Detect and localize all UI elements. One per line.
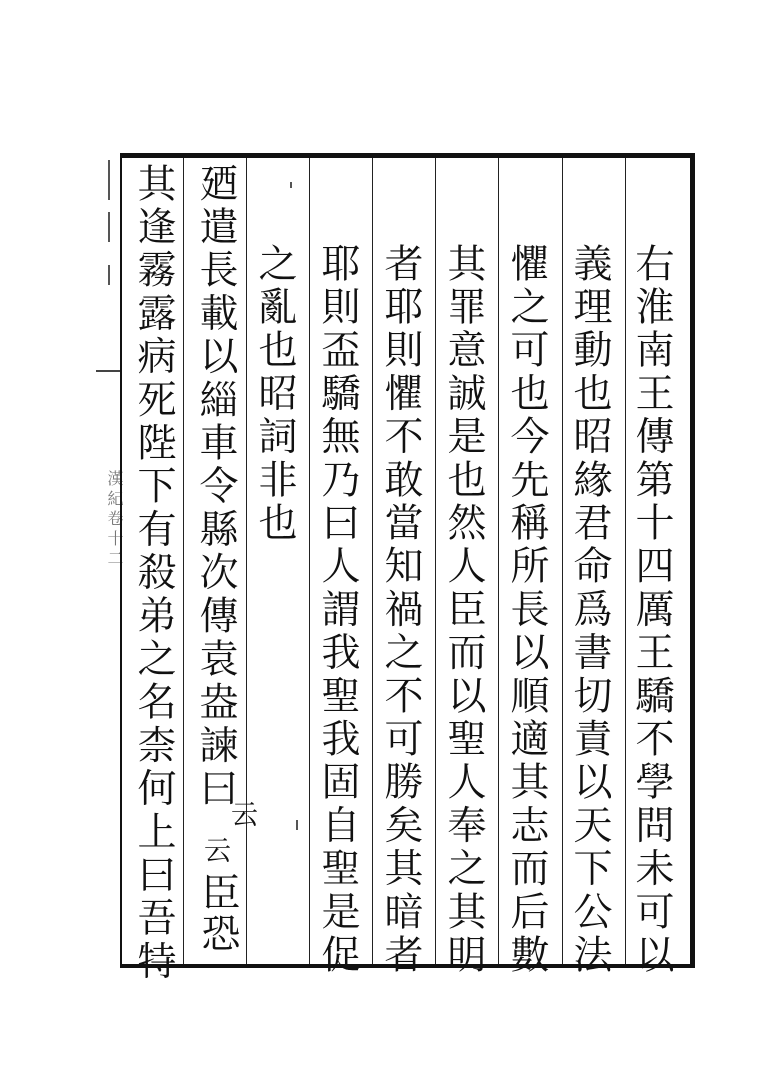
column-rule [183, 158, 184, 964]
annotation-chen-kong: 臣恐 [195, 872, 240, 954]
column-rule [435, 158, 436, 964]
text-column-4: 其罪意誠是也然人臣而以聖人奉之其明 [441, 243, 486, 978]
column-rule [372, 158, 373, 964]
text-column-6: 耶則盃驕無乃曰人謂我聖我固自聖是促 [315, 243, 360, 978]
fold-fishtail-mark [108, 265, 110, 285]
fold-marker-line [96, 370, 120, 372]
print-speck [296, 820, 298, 830]
annotation-yun-bottom: 云 [199, 836, 230, 863]
print-speck [290, 182, 292, 188]
text-column-9: 其逢霧露病死陛下有殺弟之名柰何上曰吾特 [131, 163, 176, 984]
column-rule [309, 158, 310, 964]
column-rule [625, 158, 626, 964]
fold-fishtail-mark [108, 212, 110, 242]
column-rule [498, 158, 499, 964]
text-column-3: 懼之可也今先稱所長以順適其志而后數 [504, 243, 549, 978]
text-column-2: 義理動也昭緣君命爲書切責以天下公法 [567, 243, 612, 978]
text-column-5: 者耶則懼不敢當知禍之不可勝矣其暗者 [378, 243, 423, 978]
text-column-1: 右淮南王傳第十四厲王驕不學問未可以 [629, 243, 674, 978]
text-column-7: 之亂也昭詞非也 [252, 243, 297, 546]
fold-title: 漢紀卷十二 [105, 470, 124, 570]
text-column-8: 廼遣長載以緇車令縣次傳袁盎諫曰 [193, 163, 238, 811]
fold-fishtail-mark [108, 160, 110, 200]
annotation-yun-top: 云 [226, 800, 257, 827]
column-rule [246, 158, 247, 964]
column-rule [562, 158, 563, 964]
